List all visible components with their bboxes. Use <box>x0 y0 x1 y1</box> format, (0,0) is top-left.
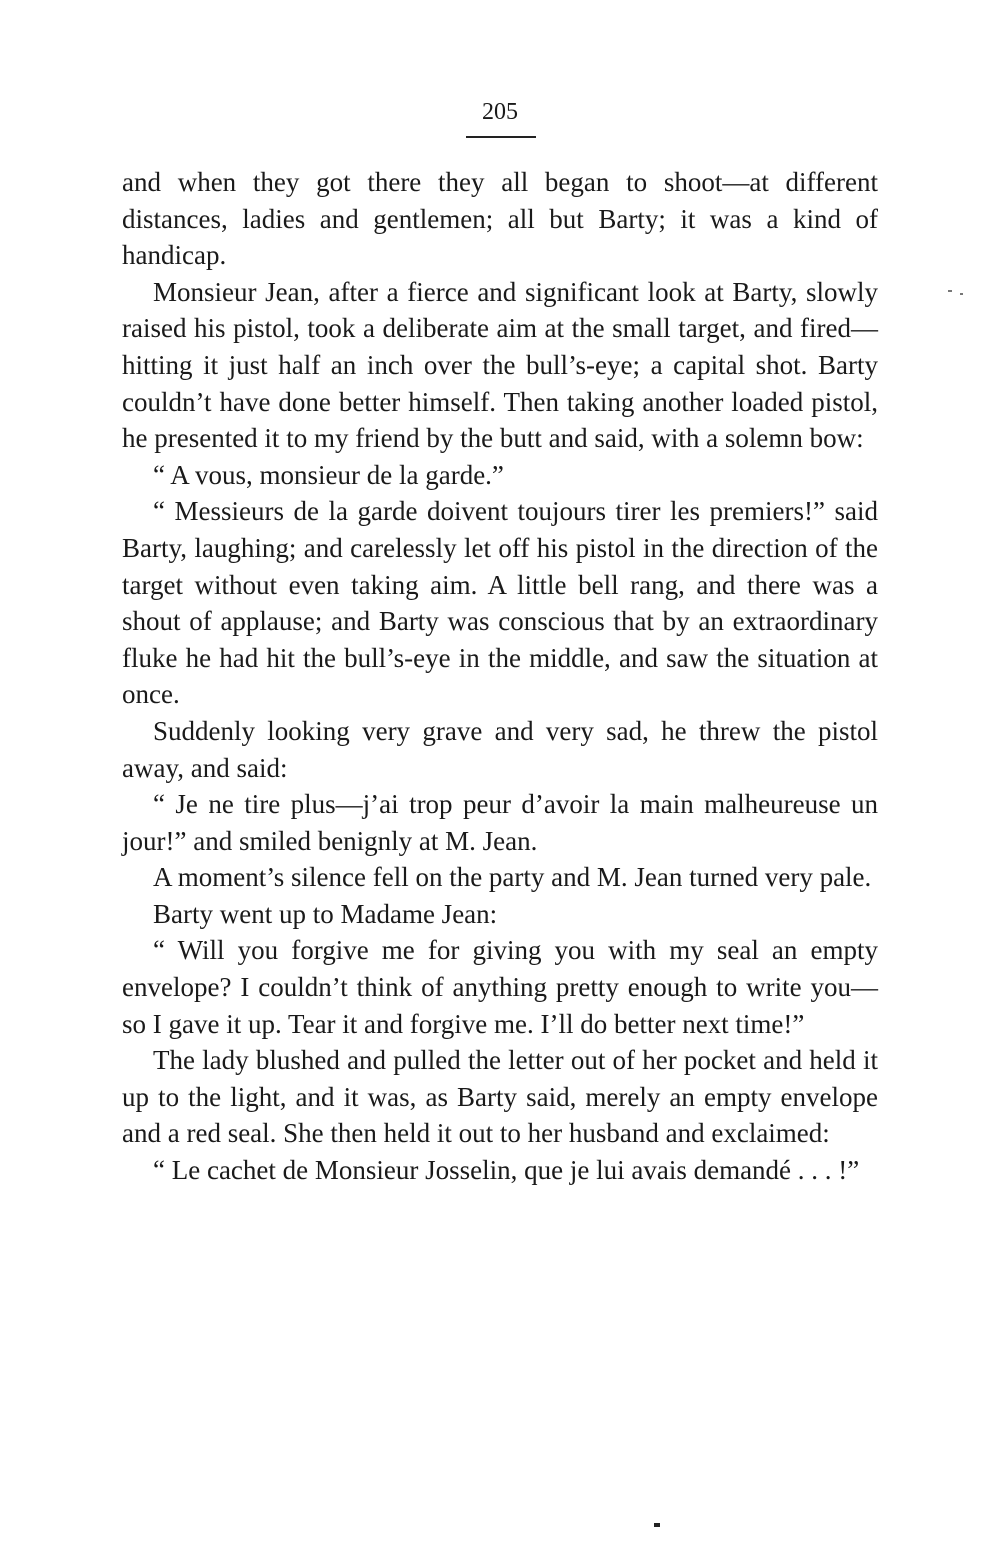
paragraph: “ A vous, monsieur de la garde.” <box>153 459 504 490</box>
paragraph: Barty went up to Madame Jean: <box>153 898 498 929</box>
page-number: 205 <box>482 99 518 125</box>
page-number-rule <box>466 136 536 138</box>
paragraph: “ Will you forgive me for giving you with my seal an empty envelope? I couldn’t think of anything pretty enough to write you—so I gave it up. Tear it and forgive me. I’ll do better next time!” <box>122 935 878 1039</box>
paragraph: A moment’s silence fell on the party and M. Jean turned very pale. <box>153 862 872 893</box>
body-text <box>122 164 878 1189</box>
paragraph: The lady blushed and pulled the letter out of her pocket and held it up to the light, and it was, as Barty said, merely an empty envelope and a red seal. She then held it out to her husband and exclaimed: <box>122 1045 878 1149</box>
paragraph: “ Messieurs de la garde doivent toujours tirer les premiers!” said Barty, laughing; and carelessly let off his pistol in the direction of the target without even taking aim. A little bell rang, and there was a shout of applause; and Barty was conscious that by an extraordinary fluke he had hit the bull’s-eye in the middle, and saw the situation at once. <box>122 496 878 710</box>
print-speck <box>948 290 952 292</box>
print-speck <box>654 1523 660 1527</box>
paragraph-continued: and when they got there they all began to shoot—at different distances, ladies and gentlemen; all but Barty; it was a kind of handicap. <box>122 167 878 271</box>
paragraph: “ Je ne tire plus—j’ai trop peur d’avoir la main malheureuse un jour!” and smiled benignly at M. Jean. <box>122 789 878 856</box>
print-speck <box>960 293 963 295</box>
paragraph: Suddenly looking very grave and very sad, he threw the pistol away, and said: <box>122 715 878 783</box>
paragraph: Monsieur Jean, after a fierce and significant look at Barty, slowly raised his pistol, took a deliberate aim at the small target, and fired—hitting it just half an inch over the bull’s-eye; a capital shot. Barty couldn’t have done better himself. Then taking another loaded pistol, he presented it to my friend by the butt and said, with a solemn bow: <box>122 276 878 454</box>
paragraph: “ Le cachet de Monsieur Josselin, que je lui avais demandé . . . !” <box>153 1155 860 1186</box>
